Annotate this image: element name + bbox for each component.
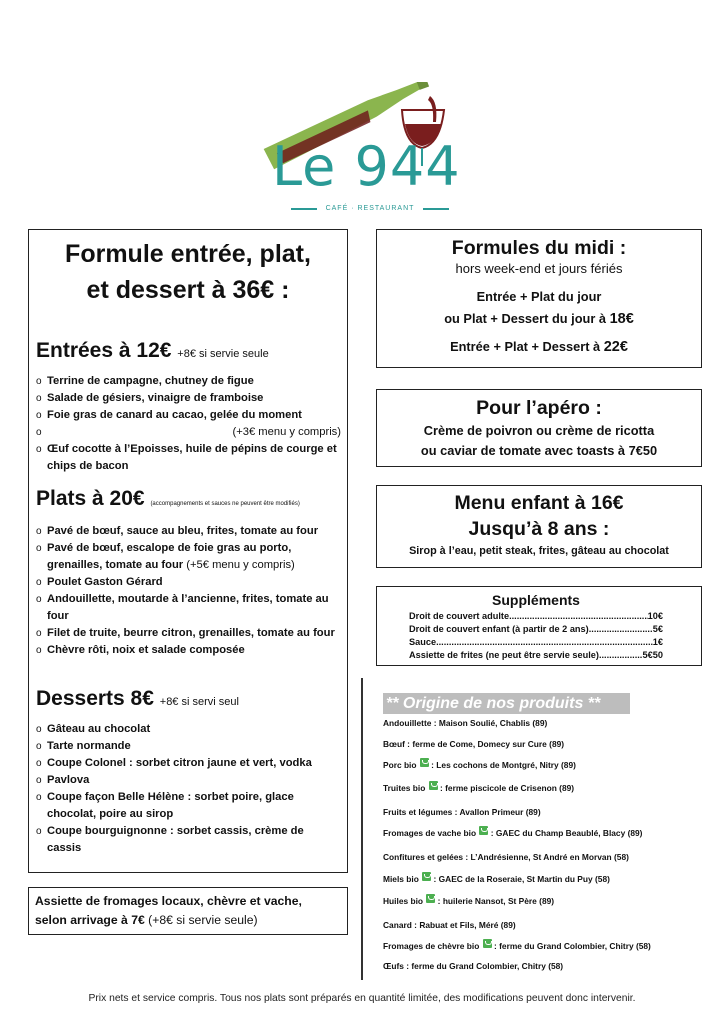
plats-section [36,486,341,659]
list-item: o Gâteau au chocolat [36,721,341,738]
bio-label-icon [422,872,431,881]
midi-line1: Entrée + Plat du jour [476,289,602,304]
list-item: o Œuf cocotte à l’Epoisses, huile de pépins de courge et chips de bacon [36,441,341,475]
fork-icon [291,208,317,210]
plats-heading: Plats à 20€ (accompagnements et sauces ne peuvent être modifiés) [36,487,300,510]
fromages-line1: Assiette de fromages locaux, chèvre et vache, [35,894,302,908]
midi-title: Formules du midi : [451,237,627,259]
midi-box [376,229,702,368]
enfant-title-2: Jusqu’à 8 ans : [468,518,610,540]
list-item: o Salade de gésiers, vinaigre de framboise [36,390,341,407]
footer-note: Prix nets et service compris. Tous nos plats sont préparés en quantité limitée, des modifications peuvent donc intervenir. [88,993,636,1004]
origine-row: Confitures et gelées : L’Andrésienne, St André en Morvan (58) [383,852,629,862]
list-item: o Chèvre rôti, noix et salade composée [36,642,341,659]
list-item: o Foie gras de canard au cacao, gelée du moment [36,407,341,424]
origine-row: Fromages de chèvre bio : ferme du Grand Colombier, Chitry (58) [383,941,651,951]
origine-row: Œufs : ferme du Grand Colombier, Chitry (58) [383,961,564,971]
knife-icon [423,208,449,210]
origine-row: Huiles bio : huilerie Nansot, St Père (89) [383,896,555,906]
list-item: o Pavlova [36,772,341,789]
enfant-box [376,485,702,568]
origine-row: Bœuf : ferme de Come, Domecy sur Cure (89) [383,739,565,749]
list-item: o Terrine de campagne, chutney de figue [36,373,341,390]
formule-box [28,229,348,873]
list-item: o Poulet Gaston Gérard [36,574,341,591]
list-item: o Pavé de bœuf, escalope de foie gras au porto, grenailles, tomate au four (+5€ menu y compris) [36,540,341,574]
entrees-heading: Entrées à 12€ +8€ si servie seule [36,339,269,362]
apero-line1: Crème de poivron ou crème de ricotta [423,423,655,438]
bio-label-icon [426,894,435,903]
list-item: o Coupe Colonel : sorbet citron jaune et vert, vodka [36,755,341,772]
supplement-row: Droit de couvert enfant (à partir de 2 ans) ..... 5€ [409,623,663,636]
enfant-title-1: Menu enfant à 16€ [454,492,624,514]
logo-name: Le 944 [272,135,461,198]
origine-row: Porc bio : Les cochons de Montgré, Nitry (89) [383,760,576,770]
bio-label-icon [479,826,488,835]
list-item: o (+3€ menu y compris) [36,424,341,441]
fromages-box [28,887,348,935]
origine-title-bar: ** Origine de nos produits ** [383,693,630,714]
desserts-section [36,686,341,857]
supplement-row: Sauce ..... 1€ [409,636,663,649]
origine-row: Canard : Rabuat et Fils, Méré (89) [383,920,516,930]
column-divider [361,678,363,980]
origine-row: Miels bio : GAEC de la Roseraie, St Martin du Puy (58) [383,874,610,884]
supplements-title: Suppléments [492,592,580,608]
desserts-heading: Desserts 8€ +8€ si servi seul [36,687,239,710]
midi-subtitle: hors week-end et jours fériés [455,261,623,276]
list-item: o Andouillette, moutarde à l’ancienne, frites, tomate au four [36,591,341,625]
supplement-row: Assiette de frites (ne peut être servie seule) ..... 5€50 [409,649,663,662]
midi-line2: ou Plat + Dessert du jour à 18€ [444,311,634,327]
supplements-box [376,586,702,666]
origine-row: Andouillette : Maison Soulié, Chablis (89) [383,718,548,728]
list-item: o Coupe façon Belle Hélène : sorbet poire, glace chocolat, poire au sirop [36,789,341,823]
list-item: o Coupe bourguignonne : sorbet cassis, crème de cassis [36,823,341,857]
apero-line2: ou caviar de tomate avec toasts à 7€50 [420,443,658,458]
origine-row: Fruits et légumes : Avallon Primeur (89) [383,807,541,817]
list-item: o Pavé de bœuf, sauce au bleu, frites, tomate au four [36,523,341,540]
apero-box [376,389,702,467]
origine-row: Fromages de vache bio : GAEC du Champ Beaublé, Blacy (89) [383,828,643,838]
midi-line3: Entrée + Plat + Dessert à 22€ [450,339,628,355]
logo-tagline: CAFÉ · RESTAURANT [270,200,470,212]
bio-label-icon [483,939,492,948]
entrees-list [36,373,341,475]
fromages-line2: selon arrivage à 7€ (+8€ si servie seule) [35,913,258,927]
origine-row: Truites bio : ferme piscicole de Crisenon (89) [383,783,575,793]
bio-label-icon [420,758,429,767]
plats-list [36,523,341,659]
bio-label-icon [429,781,438,790]
list-item: o Filet de truite, beurre citron, grenailles, tomate au four [36,625,341,642]
logo [252,82,482,217]
supplement-row: Droit de couvert adulte ..... 10€ [409,610,663,623]
list-item: o Tarte normande [36,738,341,755]
formule-title: Formule entrée, plat, et dessert à 36€ : [65,240,311,304]
apero-title: Pour l’apéro : [476,397,602,419]
entrees-section [36,338,341,475]
enfant-details: Sirop à l’eau, petit steak, frites, gâteau au chocolat [409,545,669,557]
desserts-list [36,721,341,857]
